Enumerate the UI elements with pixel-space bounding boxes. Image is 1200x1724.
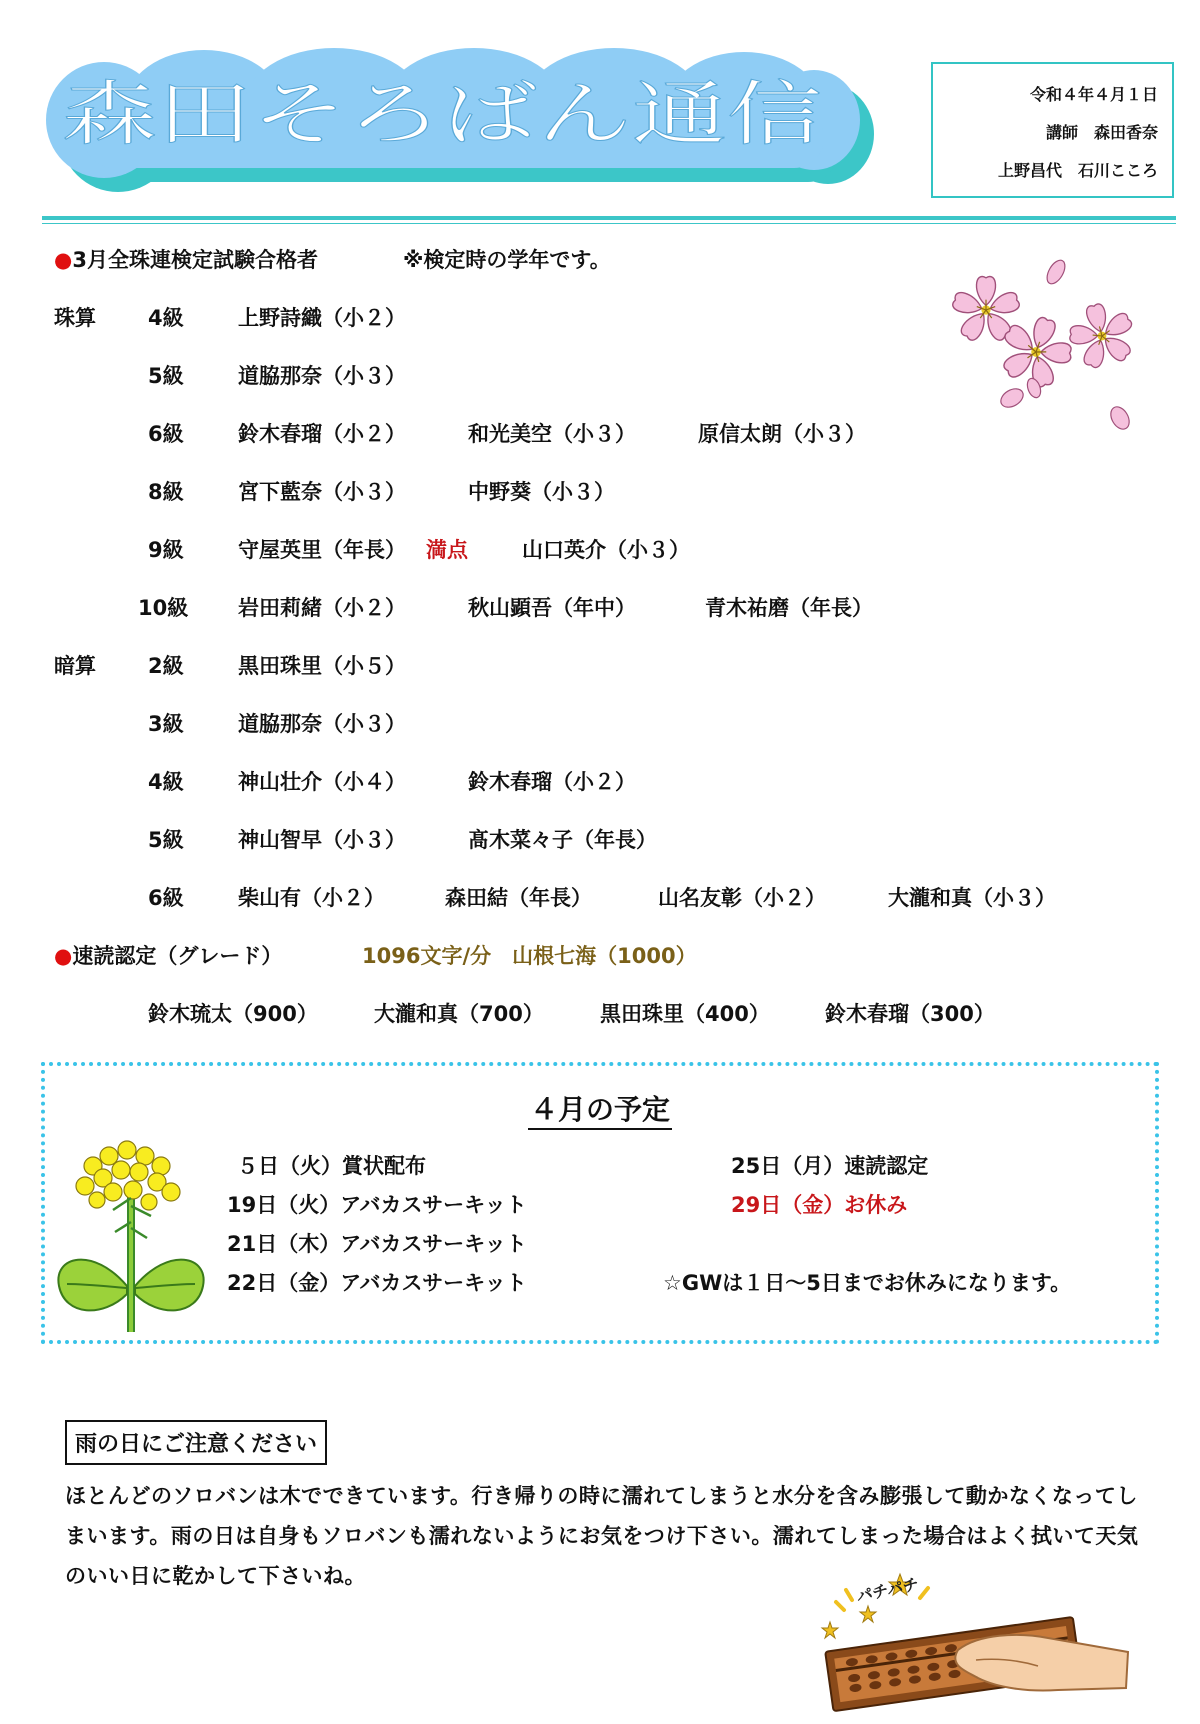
passer-name: 柴山有（小２） [238,886,385,910]
perfect-score-badge: 満点 [426,538,468,562]
speed-reading-top-result: 1096文字/分 山根七海（1000） [362,944,697,968]
golden-week-note: ☆GWは１日～5日までお休みになります。 [663,1271,1072,1295]
grade-label: 10級 [138,596,189,620]
soroban-label: 珠算 [54,306,96,330]
passer-name: 和光美空（小３） [468,422,636,446]
passer-name: 山名友彰（小２） [658,886,826,910]
passer-name: 秋山顕吾（年中） [468,596,636,620]
bullet-icon: ● [54,248,73,272]
passer-name: 森田結（年長） [445,886,592,910]
passer-name: 宮下藍奈（小３） [238,480,406,504]
passer-name: 鈴木春瑠（小２） [238,422,406,446]
passer-name: 岩田莉緒（小２） [238,596,406,620]
april-schedule-box [41,1062,1159,1344]
rainy-day-notice-body: ほとんどのソロバンは木でできています。行き帰りの時に濡れてしまうと水分を含み膨張して動かなくなってしまいます。雨の日は自身もソロバンも濡れないようにお気をつけ下さい。濡れてしまった場合はよく拭いて天気のいい日に乾かして下さいね。 [65,1484,1139,1588]
grade-label: 6級 [148,422,184,446]
header-info-box [931,62,1174,198]
rapeseed-flower-illustration [53,1136,213,1336]
passer-name: 神山智早（小３） [238,828,406,852]
instructor-line: 講師 森田香奈 [1045,123,1158,142]
speed-reading-result: 鈴木琉太（900） [148,1002,318,1026]
grade-label: 5級 [148,828,184,852]
passer-name: 神山壮介（小４） [238,770,406,794]
rainy-day-notice-title: 雨の日にご注意ください [65,1420,327,1465]
schedule-title-text: ４月の予定 [528,1093,672,1130]
schedule-item: 21日（木）アバカスサーキット [227,1232,527,1256]
passer-name: 山口英介（小３） [522,538,690,562]
passer-name: 守屋英里（年長） [238,538,406,562]
passer-name: 大瀧和真（小３） [888,886,1056,910]
passer-name: 髙木菜々子（年長） [468,828,657,852]
anzan-label: 暗算 [54,654,96,678]
speed-reading-heading-text: 速読認定（グレード） [72,944,283,968]
schedule-item: ５日（火）賞状配布 [237,1154,426,1178]
exam-heading [54,250,318,271]
exam-heading-text: 3月全珠連検定試験合格者 [72,248,318,272]
cherry-blossom-illustration [940,252,1160,442]
passer-name: 黒田珠里（小５） [238,654,406,678]
passer-name: 道脇那奈（小３） [238,364,406,388]
header-rule [42,216,1176,220]
passer-name: 青木祐磨（年長） [705,596,873,620]
schedule-item: 25日（月）速読認定 [731,1154,929,1178]
newsletter-title: 森田そろばん通信 [62,73,822,155]
passer-name: 鈴木春瑠（小２） [468,770,636,794]
schedule-item: 19日（火）アバカスサーキット [227,1193,527,1217]
speed-reading-result: 鈴木春瑠（300） [825,1002,995,1026]
grade-label: 5級 [148,364,184,388]
grade-label: 8級 [148,480,184,504]
grade-label: 6級 [148,886,184,910]
schedule-title [45,1088,1155,1128]
click-sound-text: パチパチ [854,1574,921,1606]
grade-label: 9級 [148,538,184,562]
grade-label: 3級 [148,712,184,736]
passer-name: 原信太朗（小３） [698,422,866,446]
issue-date: 令和４年４月１日 [1029,85,1158,104]
schedule-holiday: 29日（金）お休み [731,1193,908,1217]
bullet-icon: ● [54,944,73,968]
grade-label: 2級 [148,654,184,678]
passer-name: 道脇那奈（小３） [238,712,406,736]
passer-name: 中野葵（小３） [468,480,615,504]
grade-label: 4級 [148,770,184,794]
schedule-item: 22日（金）アバカスサーキット [227,1271,527,1295]
speed-reading-result: 大瀧和真（700） [374,1002,544,1026]
title-cloud [44,48,924,208]
exam-note: ※検定時の学年です。 [403,248,611,272]
passer-name: 上野詩織（小２） [238,306,406,330]
speed-reading-heading [54,946,282,967]
abacus-illustration [808,1562,1138,1712]
header-rule-thin [42,223,1176,224]
speed-reading-result: 黒田珠里（400） [600,1002,770,1026]
grade-label: 4級 [148,306,184,330]
staff-line: 上野昌代 石川こころ [997,161,1158,180]
